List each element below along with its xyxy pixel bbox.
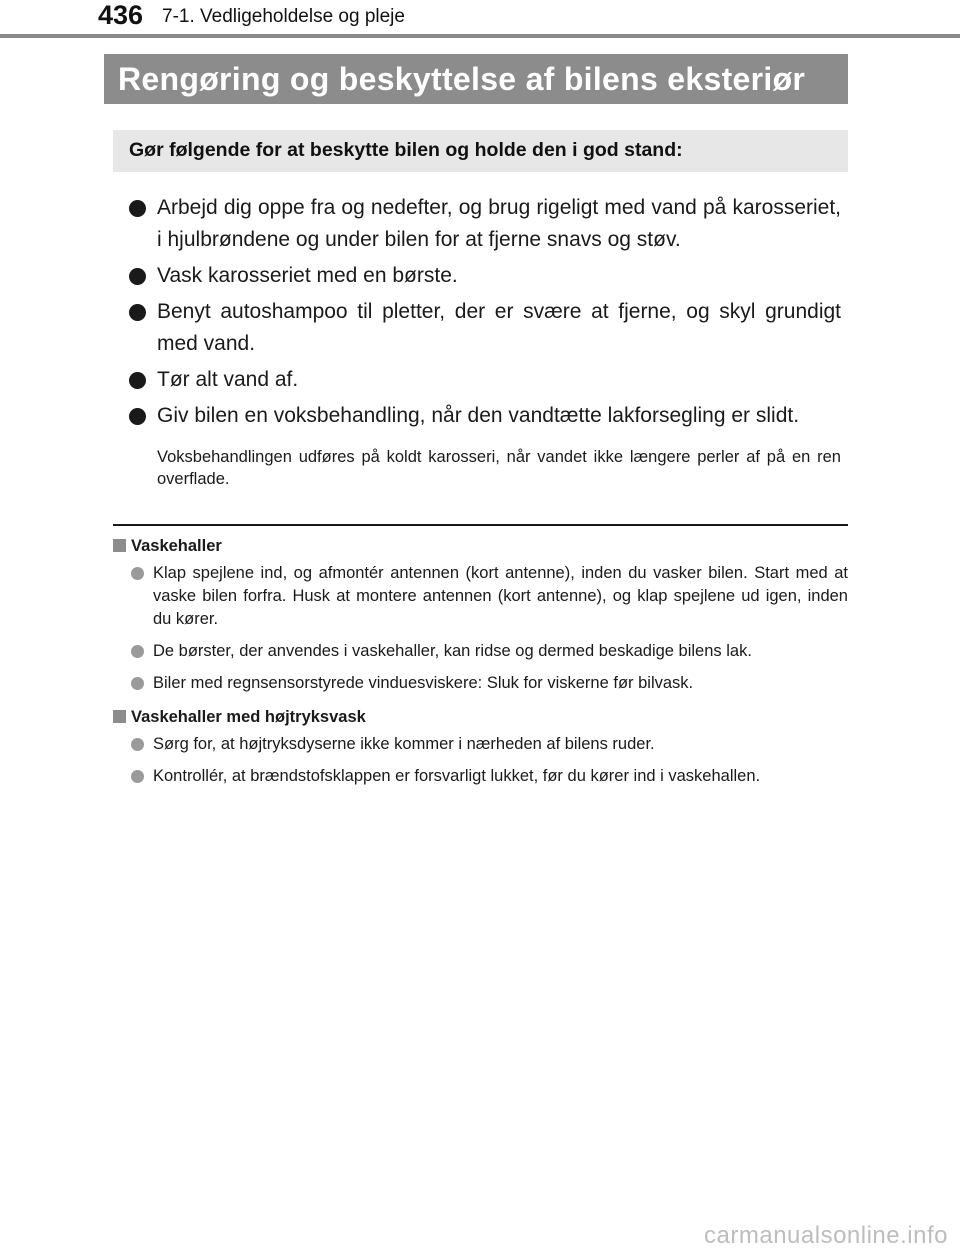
note-text: Voksbehandlingen udføres på koldt karosseri, når vandet ikke længere perler af på en ren overflade. [157, 448, 841, 488]
watermark: carmanualsonline.info [704, 1222, 948, 1249]
list-item [127, 296, 841, 360]
section-heading [113, 535, 848, 557]
header-divider [0, 34, 960, 38]
section-item [113, 672, 848, 695]
bullet-icon [129, 408, 146, 425]
bullet-icon [129, 304, 146, 321]
intro-text: Gør følgende for at beskytte bilen og holde den i god stand: [129, 139, 683, 161]
list-item [127, 260, 841, 292]
bullet-icon [131, 567, 144, 580]
bullet-icon [131, 738, 144, 751]
list-item [127, 364, 841, 396]
list-item-text: Giv bilen en voksbehandling, når den vandtætte lakforsegling er slidt. [157, 404, 800, 427]
bullet-icon [131, 770, 144, 783]
section-item [113, 640, 848, 663]
section-heading-text: Vaskehaller med højtryksvask [131, 708, 366, 726]
square-bullet-icon [113, 710, 126, 723]
section-divider [113, 524, 848, 526]
bullet-icon [131, 677, 144, 690]
running-header: 7-1. Vedligeholdelse og pleje [162, 6, 405, 27]
list-item [127, 400, 841, 432]
bullet-icon [129, 372, 146, 389]
section-heading-text: Vaskehaller [131, 537, 222, 555]
bullet-icon [129, 200, 146, 217]
page-title: Rengøring og beskyttelse af bilens eksteriør [118, 61, 806, 97]
bullet-icon [131, 645, 144, 658]
section-item-text: Klap spejlene ind, og afmontér antennen (kort antenne), inden du vasker bilen. Start med at vaske bilen forfra. Husk at montere antennen (kort antenne), og klap spejlene ud igen, inden du kører. [153, 564, 848, 628]
intro-box [113, 130, 848, 172]
list-item [127, 192, 841, 256]
list-item-text: Vask karosseriet med en børste. [157, 264, 458, 287]
section-item-text: De børster, der anvendes i vaskehaller, kan ridse og dermed beskadige bilens lak. [153, 642, 752, 660]
section-item [113, 733, 848, 756]
title-bar [104, 54, 848, 104]
list-item-text: Arbejd dig oppe fra og nedefter, og brug rigeligt med vand på karosseriet, i hjulbrøndene og under bilen for at fjerne snavs og støv. [157, 196, 841, 251]
sections [113, 535, 848, 797]
list-item-text: Benyt autoshampoo til pletter, der er svære at fjerne, og skyl grundigt med vand. [157, 300, 841, 355]
bullet-icon [129, 268, 146, 285]
main-list [127, 192, 841, 490]
section-item [113, 765, 848, 788]
section-item-text: Kontrollér, at brændstofsklappen er forsvarligt lukket, før du kører ind i vaskehallen. [153, 767, 761, 785]
section-item-text: Sørg for, at højtryksdyserne ikke kommer i nærheden af bilens ruder. [153, 735, 655, 753]
square-bullet-icon [113, 539, 126, 552]
section-heading [113, 706, 848, 728]
page-number: 436 [98, 0, 144, 30]
list-item-text: Tør alt vand af. [157, 368, 299, 391]
section-item-text: Biler med regnsensorstyrede vinduesviskere: Sluk for viskerne før bilvask. [153, 674, 694, 692]
section-item [113, 562, 848, 631]
